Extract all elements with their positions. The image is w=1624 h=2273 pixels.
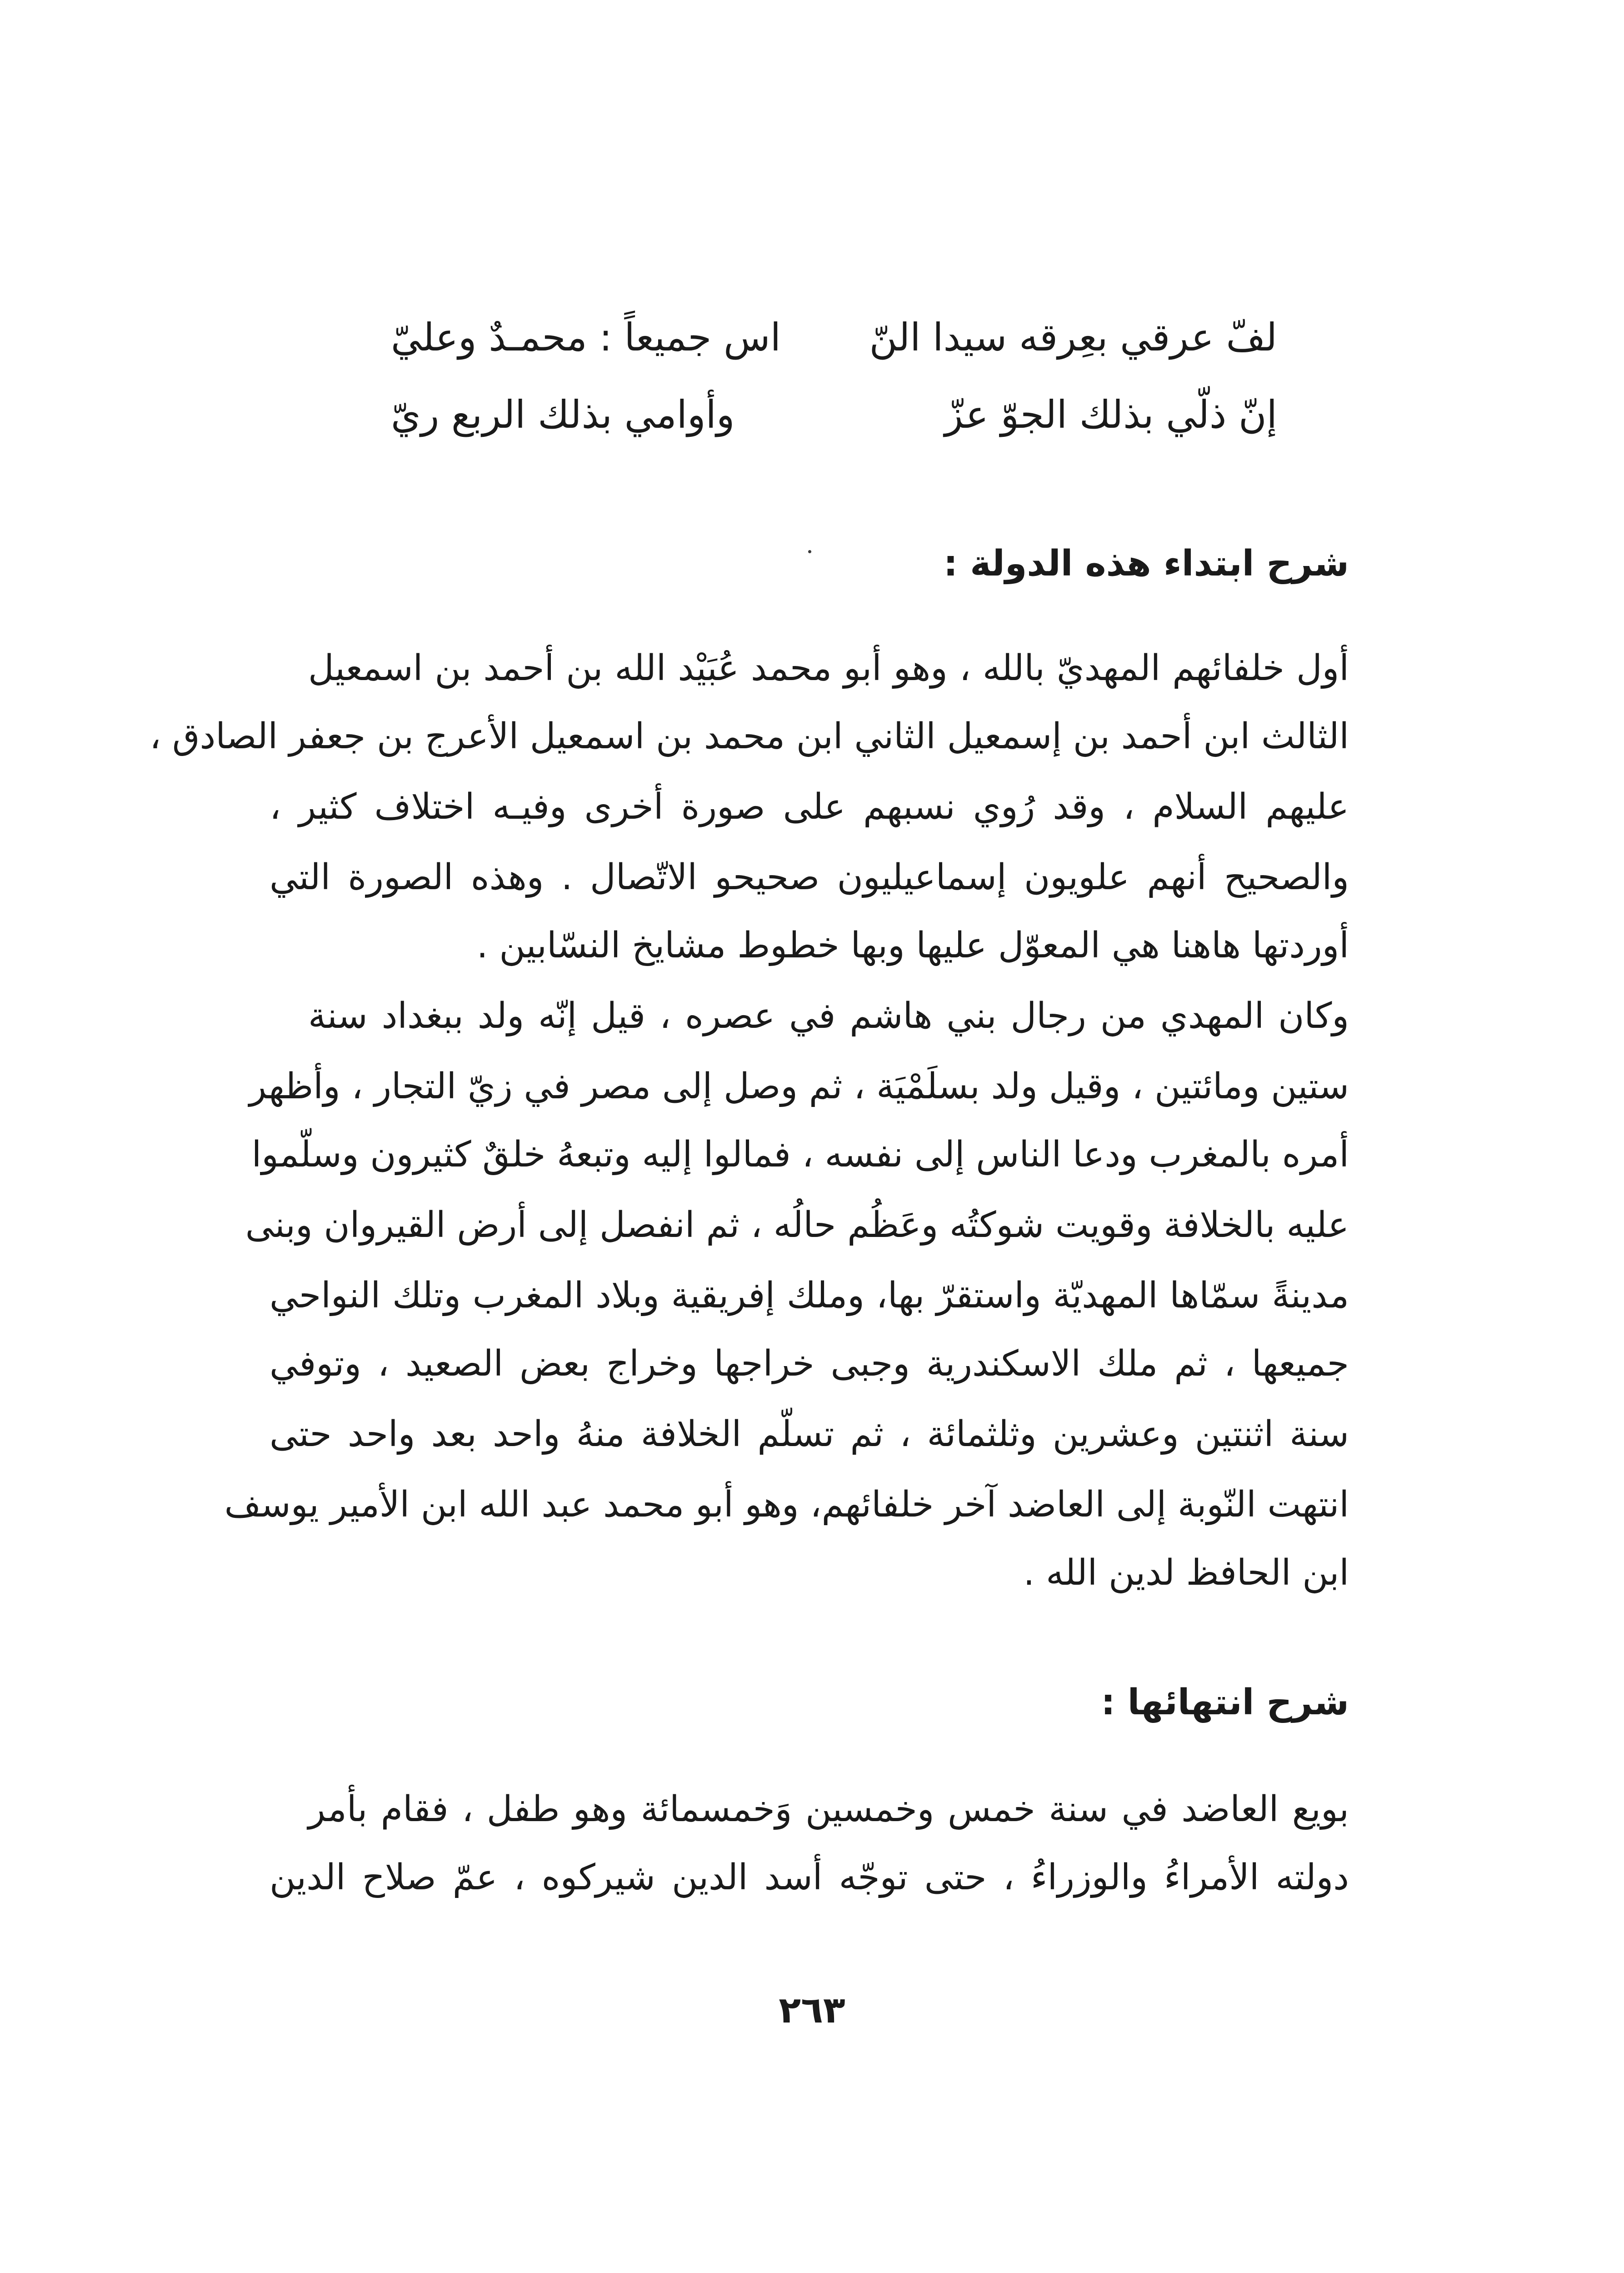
page-number: ٢٦٣ xyxy=(779,1989,845,2031)
body-line: أمره بالمغرب ودعا الناس إلى نفسه ، فمالوا إليه وتبعهُ خلقٌ كثيرون وسلّموا xyxy=(251,1134,1349,1175)
body-line: الثالث ابن أحمد بن إسمعيل الثاني ابن محمد بن اسمعيل الأعرج بن جعفر الصادق ، xyxy=(150,716,1349,757)
body-line: وكان المهدي من رجال بني هاشم في عصره ، قيل إنّه ولد ببغداد سنة xyxy=(308,996,1349,1036)
body-line: أول خلفائهم المهديّ بالله ، وهو أبو محمد عُبَيْد الله بن أحمد بن اسمعيل xyxy=(308,648,1349,689)
body-line: ستين ومائتين ، وقيل ولد بسلَمْيَة ، ثم وصل إلى مصر في زيّ التجار ، وأظهر xyxy=(249,1066,1349,1107)
body-line: بويع العاضد في سنة خمس وخمسين وَخمسمائة وهو طفل ، فقام بأمر xyxy=(308,1789,1349,1830)
body-line: سنة اثنتين وعشرين وثلثمائة ، ثم تسلّم الخلافة منهُ واحد بعد واحد حتى xyxy=(270,1414,1349,1455)
body-line: انتهت النّوبة إلى العاضد آخر خلفائهم، وهو أبو محمد عبد الله ابن الأمير يوسف xyxy=(224,1484,1349,1525)
body-line: جميعها ، ثم ملك الاسكندرية وجبى خراجها وخراج بعض الصعيد ، وتوفي xyxy=(270,1343,1349,1384)
verse-2-second-hemistich: وأوامي بذلك الربع ريّ xyxy=(391,392,735,437)
section-heading-end: شرح انتهائها : xyxy=(1101,1682,1349,1723)
body-line: مدينةً سمّاها المهديّة واستقرّ بها، وملك إفريقية وبلاد المغرب وتلك النواحي xyxy=(270,1275,1349,1316)
body-line: ابن الحافظ لدين الله . xyxy=(1023,1552,1349,1593)
verse-line-1 xyxy=(391,314,1277,361)
verse-2-first-hemistich: إنّ ذلّي بذلك الجوّ عزّ xyxy=(944,392,1277,437)
body-line: والصحيح أنهم علويون إسماعيليون صحيحو الاتّصال . وهذه الصورة التي xyxy=(270,857,1349,898)
stray-ink-dot xyxy=(808,550,811,553)
body-line: عليه بالخلافة وقويت شوكتُه وعَظُم حالُه ، ثم انفصل إلى أرض القيروان وبنى xyxy=(245,1205,1349,1246)
body-line: عليهم السلام ، وقد رُوي نسبهم على صورة أخرى وفيـه اختلاف كثير ، xyxy=(270,786,1349,827)
body-line: دولته الأمراءُ والوزراءُ ، حتى توجّه أسد الدين شيركوه ، عمّ صلاح الدين xyxy=(270,1857,1349,1898)
verse-1-first-hemistich: لفّ عرقي بعِرقه سيدا النّ xyxy=(869,315,1277,360)
verse-1-second-hemistich: اس جميعاً : محمـدٌ وعليّ xyxy=(391,315,781,360)
section-heading-beginning: شرح ابتداء هذه الدولة : xyxy=(943,543,1349,584)
body-line: أوردتها هاهنا هي المعوّل عليها وبها خطوط مشايخ النسّابين . xyxy=(476,925,1349,966)
verse-line-2 xyxy=(391,391,1277,439)
